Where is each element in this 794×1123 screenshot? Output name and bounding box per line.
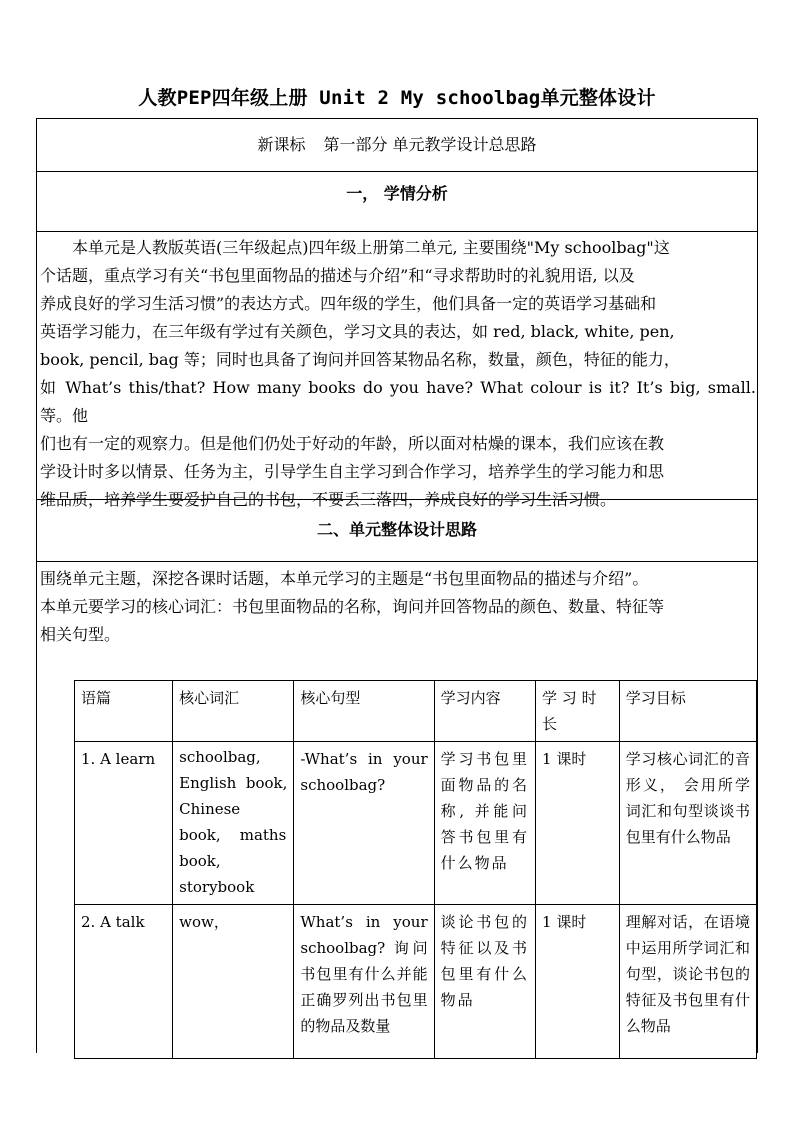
section1-paragraph — [40, 234, 756, 514]
row2-content: 谈论书包的特征以及书包里有什么物品 — [434, 905, 535, 1059]
section1-heading: 一， 学情分析 — [346, 184, 448, 203]
header-sentence: 核心句型 — [294, 681, 434, 742]
header-duration: 学 习 时 长 — [536, 681, 620, 742]
banner-left: 新课标 — [257, 135, 306, 154]
vocab-item: schoolbag, — [179, 748, 261, 766]
vocab-item: book, maths — [179, 826, 287, 844]
header-passage: 语篇 — [75, 681, 173, 742]
vocab-item: Chinese — [179, 800, 241, 818]
document-title: 人教PEP四年级上册 Unit 2 My schoolbag单元整体设计 — [138, 87, 656, 109]
row1-vocab — [173, 742, 294, 905]
section2-line: 围绕单元主题，深挖各课时话题，本单元学习的主题是“书包里面物品的描述与介绍”。 — [40, 569, 649, 588]
section1-body-row — [37, 232, 757, 509]
section1-line: 个话题，重点学习有关“书包里面物品的描述与介绍”和“寻求帮助时的礼貌用语, 以及 — [40, 266, 635, 285]
row2-duration: 1 课时 — [536, 905, 620, 1059]
section2-heading-row — [37, 500, 757, 562]
vocab-item: book, — [179, 852, 221, 870]
row2-goal: 理解对话，在语境中运用所学词汇和句型，谈论书包的特征及书包里有什么物品 — [619, 905, 756, 1059]
row1-goal: 学习核心词汇的音形义， 会用所学词汇和句型谈谈书包里有什么物品 — [619, 742, 756, 905]
row1-content: 学习书包里面物品的名称, 并能问答书包里有什么物品 — [434, 742, 535, 905]
header-goal: 学习目标 — [619, 681, 756, 742]
vocab-item: storybook — [179, 878, 255, 896]
section1-line: 如 What’s this/that? How many books do you have? What colour is it? It’s big, small. 等。他 — [40, 378, 756, 425]
lesson-table — [74, 680, 757, 1059]
row2-sentence: What’s in your schoolbag? 询问书包里有什么并能正确罗列出书包里的物品及数量 — [294, 905, 434, 1059]
section1-line: 本单元是人教版英语(三年级起点)四年级上册第二单元, 主要围绕"My schoolbag"这 — [72, 238, 670, 257]
lesson-table-header — [75, 681, 757, 742]
section2-paragraph — [40, 565, 756, 649]
section1-line: 维品质，培养学生要爱护自己的书包，不要丢三落四，养成良好的学习生活习惯。 — [40, 490, 617, 509]
section1-line: book, pencil, bag 等；同时也具备了询问并回答某物品名称，数量，颜色，特征的能力， — [40, 350, 680, 369]
section1-heading-row — [37, 172, 757, 232]
row2-vocab: wow， — [173, 905, 294, 1059]
section1-line: 英语学习能力，在三年级有学过有关颜色，学习文具的表达，如 red, black, white, pen, — [40, 322, 675, 341]
section2-heading: 二、单元整体设计思路 — [316, 520, 477, 539]
section1-line: 学设计时多以情景、任务为主，引导学生自主学习到合作学习，培养学生的学习能力和思 — [40, 462, 665, 481]
header-content: 学习内容 — [434, 681, 535, 742]
section1-line: 养成良好的学习生活习惯”的表达方式。四年级的学生，他们具备一定的英语学习基础和 — [40, 294, 657, 313]
table-row — [75, 905, 757, 1059]
section2-line: 相关句型。 — [40, 625, 121, 644]
design-table — [36, 118, 758, 1053]
banner-row — [37, 119, 757, 172]
row1-passage: 1. A learn — [75, 742, 173, 905]
section1-line: 们也有一定的观察力。但是他们仍处于好动的年龄，所以面对枯燥的课本，我们应该在教 — [40, 434, 665, 453]
vocab-item: English book, — [179, 774, 288, 792]
row1-sentence: -What’s in your schoolbag? — [294, 742, 434, 905]
header-vocab: 核心词汇 — [173, 681, 294, 742]
row1-duration: 1 课时 — [536, 742, 620, 905]
table-row — [75, 742, 757, 905]
section2-line: 本单元要学习的核心词汇：书包里面物品的名称，询问并回答物品的颜色、数量、特征等 — [40, 597, 665, 616]
banner-right: 第一部分 单元教学设计总思路 — [323, 135, 537, 154]
row2-passage: 2. A talk — [75, 905, 173, 1059]
